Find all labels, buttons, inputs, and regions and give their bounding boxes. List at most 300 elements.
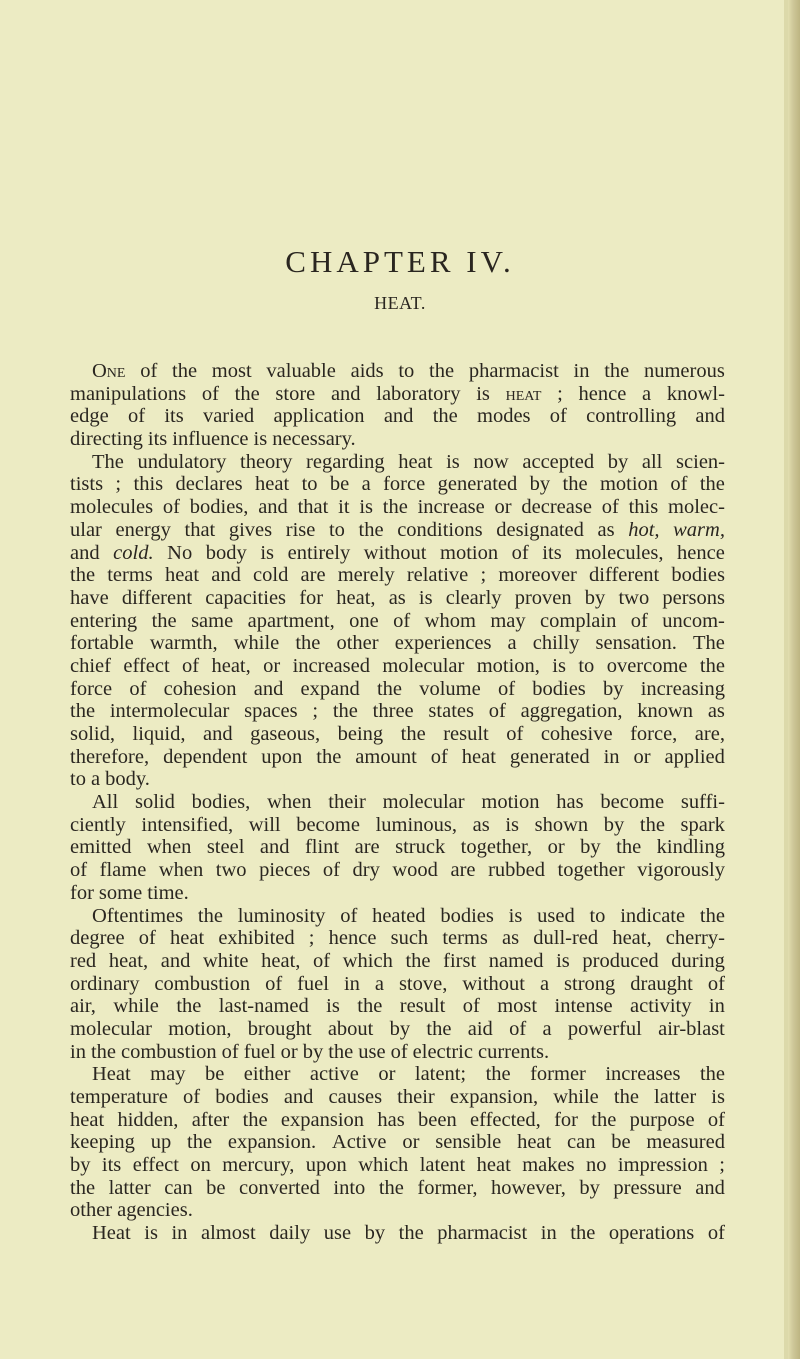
word: necessary. [272,428,356,451]
word: their [397,1086,435,1108]
word: its [147,428,168,451]
word: some [98,881,143,904]
text-line [70,1086,725,1109]
word: the [570,1222,596,1245]
word: pressure [613,1176,682,1199]
word: stove, [398,972,448,995]
word: proven [514,586,572,609]
word: of [340,904,358,927]
word: luminous, [375,813,458,836]
word: measured [646,1131,725,1154]
word: heat [70,1108,105,1131]
word: converted [239,1176,320,1199]
word: moreover [498,564,577,587]
word: of [601,496,619,519]
word: is [556,949,570,972]
word: of [221,1040,239,1063]
word: One [92,360,126,382]
word: be [611,1131,631,1154]
word: heat [170,927,205,950]
word: to [70,768,86,791]
word: aggregation, [520,700,623,723]
text-line [70,746,725,769]
word: two [215,859,247,882]
word: in [603,745,620,768]
word: heated [372,904,426,927]
word: increasing [640,677,725,700]
word: to [578,654,595,677]
word: this [628,496,659,519]
word: a [542,1017,552,1040]
word: heat [461,745,496,768]
word: steel [206,836,245,859]
word: all [641,450,663,473]
word: when [158,859,204,882]
word: motion, [476,654,540,677]
text-line [70,496,725,519]
text-line [70,1131,725,1154]
word: exhibited [218,927,295,950]
word: overcome [606,654,688,677]
word: directing [70,428,143,451]
word: numerous [643,360,725,382]
word: Heat [92,1063,131,1086]
word: clearly [445,586,502,609]
text-line [70,655,725,678]
word: or [547,836,565,859]
word: intensified, [141,813,234,836]
word: named [488,949,544,972]
word: wood [392,859,438,882]
word: the [358,518,384,541]
word: hidden, [117,1108,179,1131]
word: of [322,859,340,882]
word: ; [115,473,122,496]
word: aids [350,360,384,382]
word: agencies. [117,1199,193,1222]
word: or [378,1063,396,1086]
word: strong [564,972,616,995]
word: is [446,450,460,473]
text-line [70,859,725,882]
word: amount [355,745,417,768]
word: increase [417,496,485,519]
word: increased [292,654,370,677]
text-line [70,836,725,859]
word: former [530,1063,586,1086]
word: active [309,1063,359,1086]
word: flame [99,859,147,882]
word: as [707,700,725,723]
word: spaces [244,700,298,723]
word: valuable [266,360,336,382]
chapter-title: CHAPTER IV. [285,244,515,279]
word: as [472,813,490,836]
word: kindling [656,836,725,859]
word: latter [654,1086,697,1108]
word: varied [202,405,255,428]
word: time. [147,881,189,904]
word: The [693,632,725,655]
word: pharmacist [468,360,559,382]
word: solid, [70,723,115,745]
word: suffi- [680,791,725,814]
word: ; [312,700,319,723]
word: this [133,473,164,496]
word: no [586,1154,607,1177]
word: combustion [121,1040,217,1063]
word: therefore, [70,745,150,768]
word: flint [304,836,340,859]
word: become [296,813,360,836]
text-line [70,905,725,928]
word: different [121,586,193,609]
text-line [70,428,725,451]
word: operations [608,1222,695,1245]
word: and [259,836,290,859]
word: result [399,995,446,1018]
word: heat [476,1154,511,1177]
word: and [383,405,414,428]
word: tists [70,473,104,496]
word: molecules [70,496,154,519]
word: liquid, [132,723,186,745]
text-line [70,542,725,565]
word: the [616,836,642,859]
word: spark [680,813,725,836]
word: their [328,791,366,814]
word: almost [200,1222,256,1245]
word: of [509,1017,527,1040]
word: regarding [306,450,385,473]
word: white [202,949,249,972]
word: degree [70,927,125,950]
word: is [359,496,373,519]
word: of [670,473,688,496]
word: by [579,1176,600,1199]
word: effected, [470,1108,541,1131]
word: be [206,1176,226,1199]
word: expansion [280,1108,365,1131]
word: of [488,700,506,723]
word: capacities [205,586,287,609]
word: can [567,1131,596,1154]
word: motion [481,791,540,814]
word: ; [557,382,563,405]
word: bodies [671,564,725,587]
word: All [92,791,119,814]
word: of [393,609,411,632]
word: or [494,496,512,519]
word: bodies [440,904,494,927]
text-line [70,973,725,996]
word: powerful [567,1017,642,1040]
word: the [90,1040,116,1063]
word: the [382,496,408,519]
word: gives [228,518,273,541]
word: the [378,1176,404,1199]
word: expansion. [227,1131,317,1154]
word: pieces [259,859,311,882]
word: combustion [154,972,251,995]
body-text [70,360,725,1245]
word: be [204,1063,225,1086]
text-line [70,1041,725,1064]
text-line [70,519,725,542]
text-line [70,814,725,837]
word: the [176,995,202,1018]
word: produced [582,949,659,972]
text-line [70,587,725,610]
word: is [253,428,268,451]
word: its [101,1154,122,1177]
word: and [211,564,241,587]
word: to [328,518,345,541]
word: is [552,654,566,677]
word: on [190,1154,211,1177]
word: is [260,541,275,564]
word: as [388,586,406,609]
word: applied [664,745,725,768]
text-line [70,723,725,746]
word: molecular [382,654,465,677]
word: body [205,541,247,564]
word: hot, [628,518,660,541]
word: are, [694,723,725,745]
word: ; [719,1154,725,1177]
word: laboratory [376,382,461,405]
word: about [327,1017,374,1040]
word: have [70,586,109,609]
word: effect [132,1154,179,1177]
word: may [150,1063,186,1086]
word: rise [285,518,316,541]
word: to [398,360,415,382]
word: fortable [70,632,134,655]
word: of [707,1108,725,1131]
word: The [92,450,124,473]
word: whom [424,609,476,632]
word: heat, [612,927,652,950]
word: of [511,541,529,564]
word: ; [308,927,315,950]
word: the [699,654,725,677]
word: or [263,654,281,677]
word: the [295,632,321,655]
word: fuel [243,1040,276,1063]
word: scien- [676,450,725,473]
word: by [603,813,625,836]
word: shown [534,813,589,836]
word: keeping [70,1131,135,1154]
word: volume [419,677,481,700]
word: aid [467,1017,493,1040]
word: of [707,972,725,995]
text-line [70,1199,725,1222]
word: as [597,518,615,541]
word: other [70,1199,113,1222]
word: the [242,1108,268,1131]
text-line [70,451,725,474]
word: the [332,700,358,723]
word: and [330,382,361,405]
word: in [573,360,590,382]
word: solid [134,791,175,814]
text-line [70,1222,725,1245]
word: are [354,836,380,859]
word: merely [337,564,395,587]
word: cold [253,564,289,587]
word: by [529,473,551,496]
word: the [562,473,588,496]
word: one [349,609,379,632]
word: a [642,382,652,405]
word: either [243,1063,291,1086]
word: for [70,881,94,904]
word: when [267,791,312,814]
word: of [630,609,648,632]
word: relative [406,564,469,587]
section-title: HEAT. [374,293,426,313]
word: force [383,473,426,496]
word: a [374,972,384,995]
word: the [699,904,725,927]
word: in [540,1222,557,1245]
word: the [485,1063,511,1086]
word: ciently [70,813,126,836]
word: body. [105,768,150,791]
word: the [604,360,630,382]
word: experiences [394,632,492,655]
word: manipulations [70,382,187,405]
word: a [539,972,550,995]
word: cohesive [540,723,613,745]
word: known [637,700,694,723]
word: heat [398,450,433,473]
word: during [671,949,725,972]
word: in [70,1040,86,1063]
word: motion, [168,1017,232,1040]
word: of [497,677,516,700]
word: air, [70,995,96,1018]
text-line [70,927,725,950]
word: of [462,995,480,1018]
word: upon [261,745,303,768]
word: now [473,450,509,473]
word: conditions [397,518,483,541]
word: air-blast [658,1017,725,1040]
word: the [187,1131,213,1154]
word: of [129,677,147,700]
word: the [328,1040,354,1063]
word: will [248,813,281,836]
word: gaseous, [250,723,321,745]
word: increases [605,1063,681,1086]
word: the [70,700,96,723]
word: use [358,1040,386,1063]
word: after [191,1108,230,1131]
word: and [160,949,191,972]
page-edge [788,0,800,1359]
word: complain [540,609,617,632]
word: draught [630,972,693,995]
word: the [70,564,96,587]
word: for [554,1108,578,1131]
word: ular [70,518,102,541]
word: application [273,405,365,428]
word: molec- [668,496,725,519]
word: of [140,360,158,382]
word: the [591,1108,617,1131]
word: mercury, [222,1154,295,1177]
word: undulatory [137,450,227,473]
word: daily [269,1222,311,1245]
word: of [182,654,200,677]
text-line [70,1177,725,1200]
word: hence [578,382,627,405]
word: the [398,1222,424,1245]
text-line [70,1063,725,1086]
word: in [708,995,725,1018]
text-line [70,995,725,1018]
word: fuel [297,972,329,995]
word: influence [172,428,249,451]
word: are [450,859,476,882]
word: heat [517,1131,552,1154]
word: of [201,382,219,405]
word: being [337,723,384,745]
word: effect [123,654,170,677]
word: the [432,405,458,428]
word: temperature [70,1086,168,1108]
word: the [234,382,260,405]
word: the [70,1176,96,1199]
word: has [377,1108,405,1131]
word: sensible [435,1131,502,1154]
word: is [144,1222,158,1245]
text-line [70,383,725,406]
word: impression [617,1154,708,1177]
text-line [70,950,725,973]
word: heat [164,564,200,587]
word: states [428,700,474,723]
text-line [70,405,725,428]
text-line [70,1154,725,1177]
word: other [336,632,379,655]
word: to [301,473,318,496]
word: together [557,859,625,882]
word: indicate [620,904,686,927]
text-line [70,360,725,383]
word: activity [630,995,692,1018]
word: force, [630,723,678,745]
word: chilly [532,632,580,655]
word: most [211,360,252,382]
word: without [363,541,427,564]
text-line [70,882,725,905]
word: force [70,677,113,700]
word: result [443,723,489,745]
word: molecular [70,1017,152,1040]
word: a [90,768,101,791]
word: the [151,609,177,632]
word: theory [240,450,293,473]
word: and [695,1176,725,1199]
word: of [549,405,567,428]
word: luminosity [237,904,326,927]
word: upon [305,1154,347,1177]
word: intermolecular [109,700,230,723]
